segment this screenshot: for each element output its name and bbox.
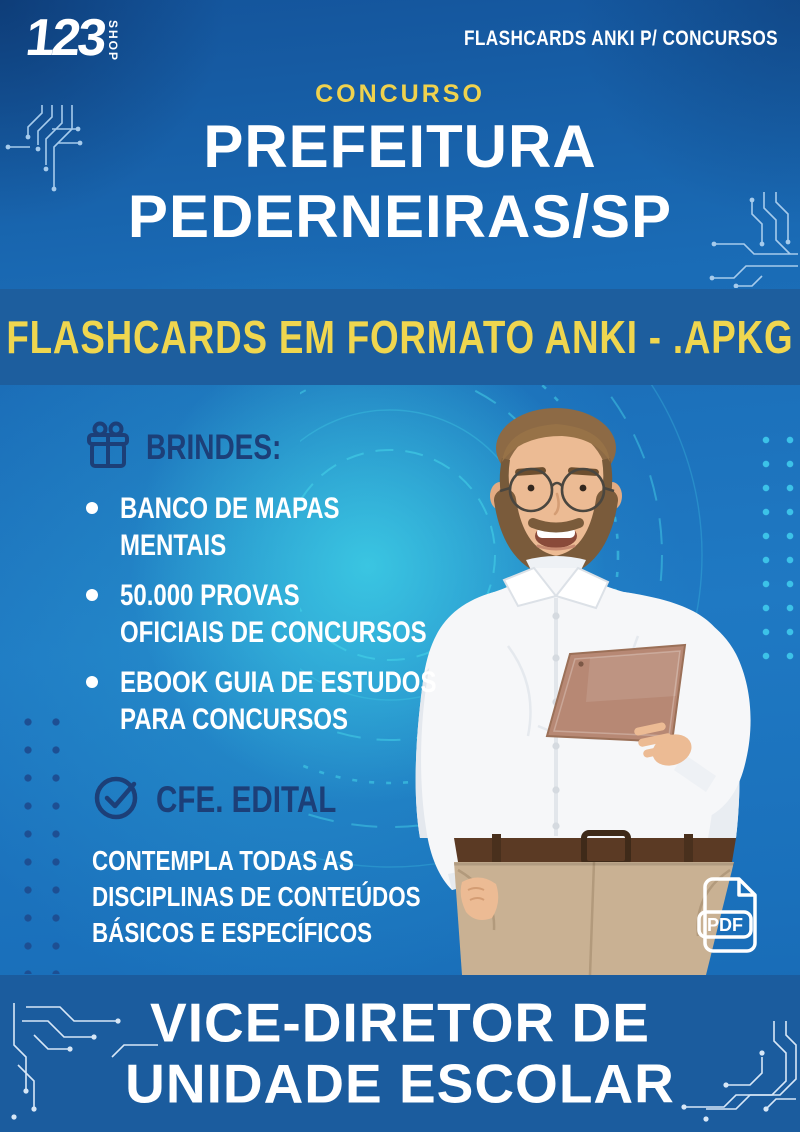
position-title bbox=[0, 992, 800, 1115]
list-item: 50.000 PROVAS OFICIAIS DE CONCURSOS bbox=[84, 578, 516, 651]
dot-grid-left bbox=[10, 702, 68, 974]
kicker-label: CONCURSO bbox=[315, 80, 485, 108]
pdf-file-icon bbox=[697, 874, 765, 958]
footer-band bbox=[0, 975, 800, 1132]
brand-logo-number: 123 bbox=[22, 9, 107, 67]
position-title-line1: VICE-DIRETOR DE bbox=[150, 990, 650, 1053]
bonus-section bbox=[84, 420, 516, 753]
brand-logo bbox=[22, 9, 120, 67]
check-circle-icon bbox=[92, 772, 142, 827]
circuit-decoration-top-left bbox=[0, 103, 95, 203]
list-item: EBOOK GUIA DE ESTUDOS PARA CONCURSOS bbox=[84, 665, 516, 738]
bonus-list bbox=[84, 491, 516, 739]
list-item: BANCO DE MAPAS MENTAIS bbox=[84, 491, 516, 564]
page-title bbox=[0, 112, 800, 251]
position-title-line2: UNIDADE ESCOLAR bbox=[125, 1052, 675, 1115]
bonus-heading: BRINDES: bbox=[146, 427, 282, 467]
title-line2: PEDERNEIRAS/SP bbox=[127, 182, 673, 250]
title-line1: PREFEITURA bbox=[203, 113, 597, 180]
gift-icon bbox=[84, 420, 132, 475]
circuit-decoration-right bbox=[700, 192, 800, 288]
format-banner bbox=[0, 289, 800, 385]
tagline: FLASHCARDS ANKI P/ CONCURSOS bbox=[463, 27, 778, 50]
edital-paragraph: CONTEMPLA TODAS AS DISCIPLINAS DE CONTEÚDOS BÁSICOS E ESPECÍFICOS bbox=[92, 845, 421, 948]
pdf-label: PDF bbox=[707, 915, 743, 935]
edital-section bbox=[92, 772, 503, 950]
edital-heading: CFE. EDITAL bbox=[156, 778, 337, 820]
format-banner-text: FLASHCARDS EM FORMATO ANKI - .APKG bbox=[6, 311, 794, 363]
brand-logo-shop: SHOP bbox=[105, 20, 120, 63]
